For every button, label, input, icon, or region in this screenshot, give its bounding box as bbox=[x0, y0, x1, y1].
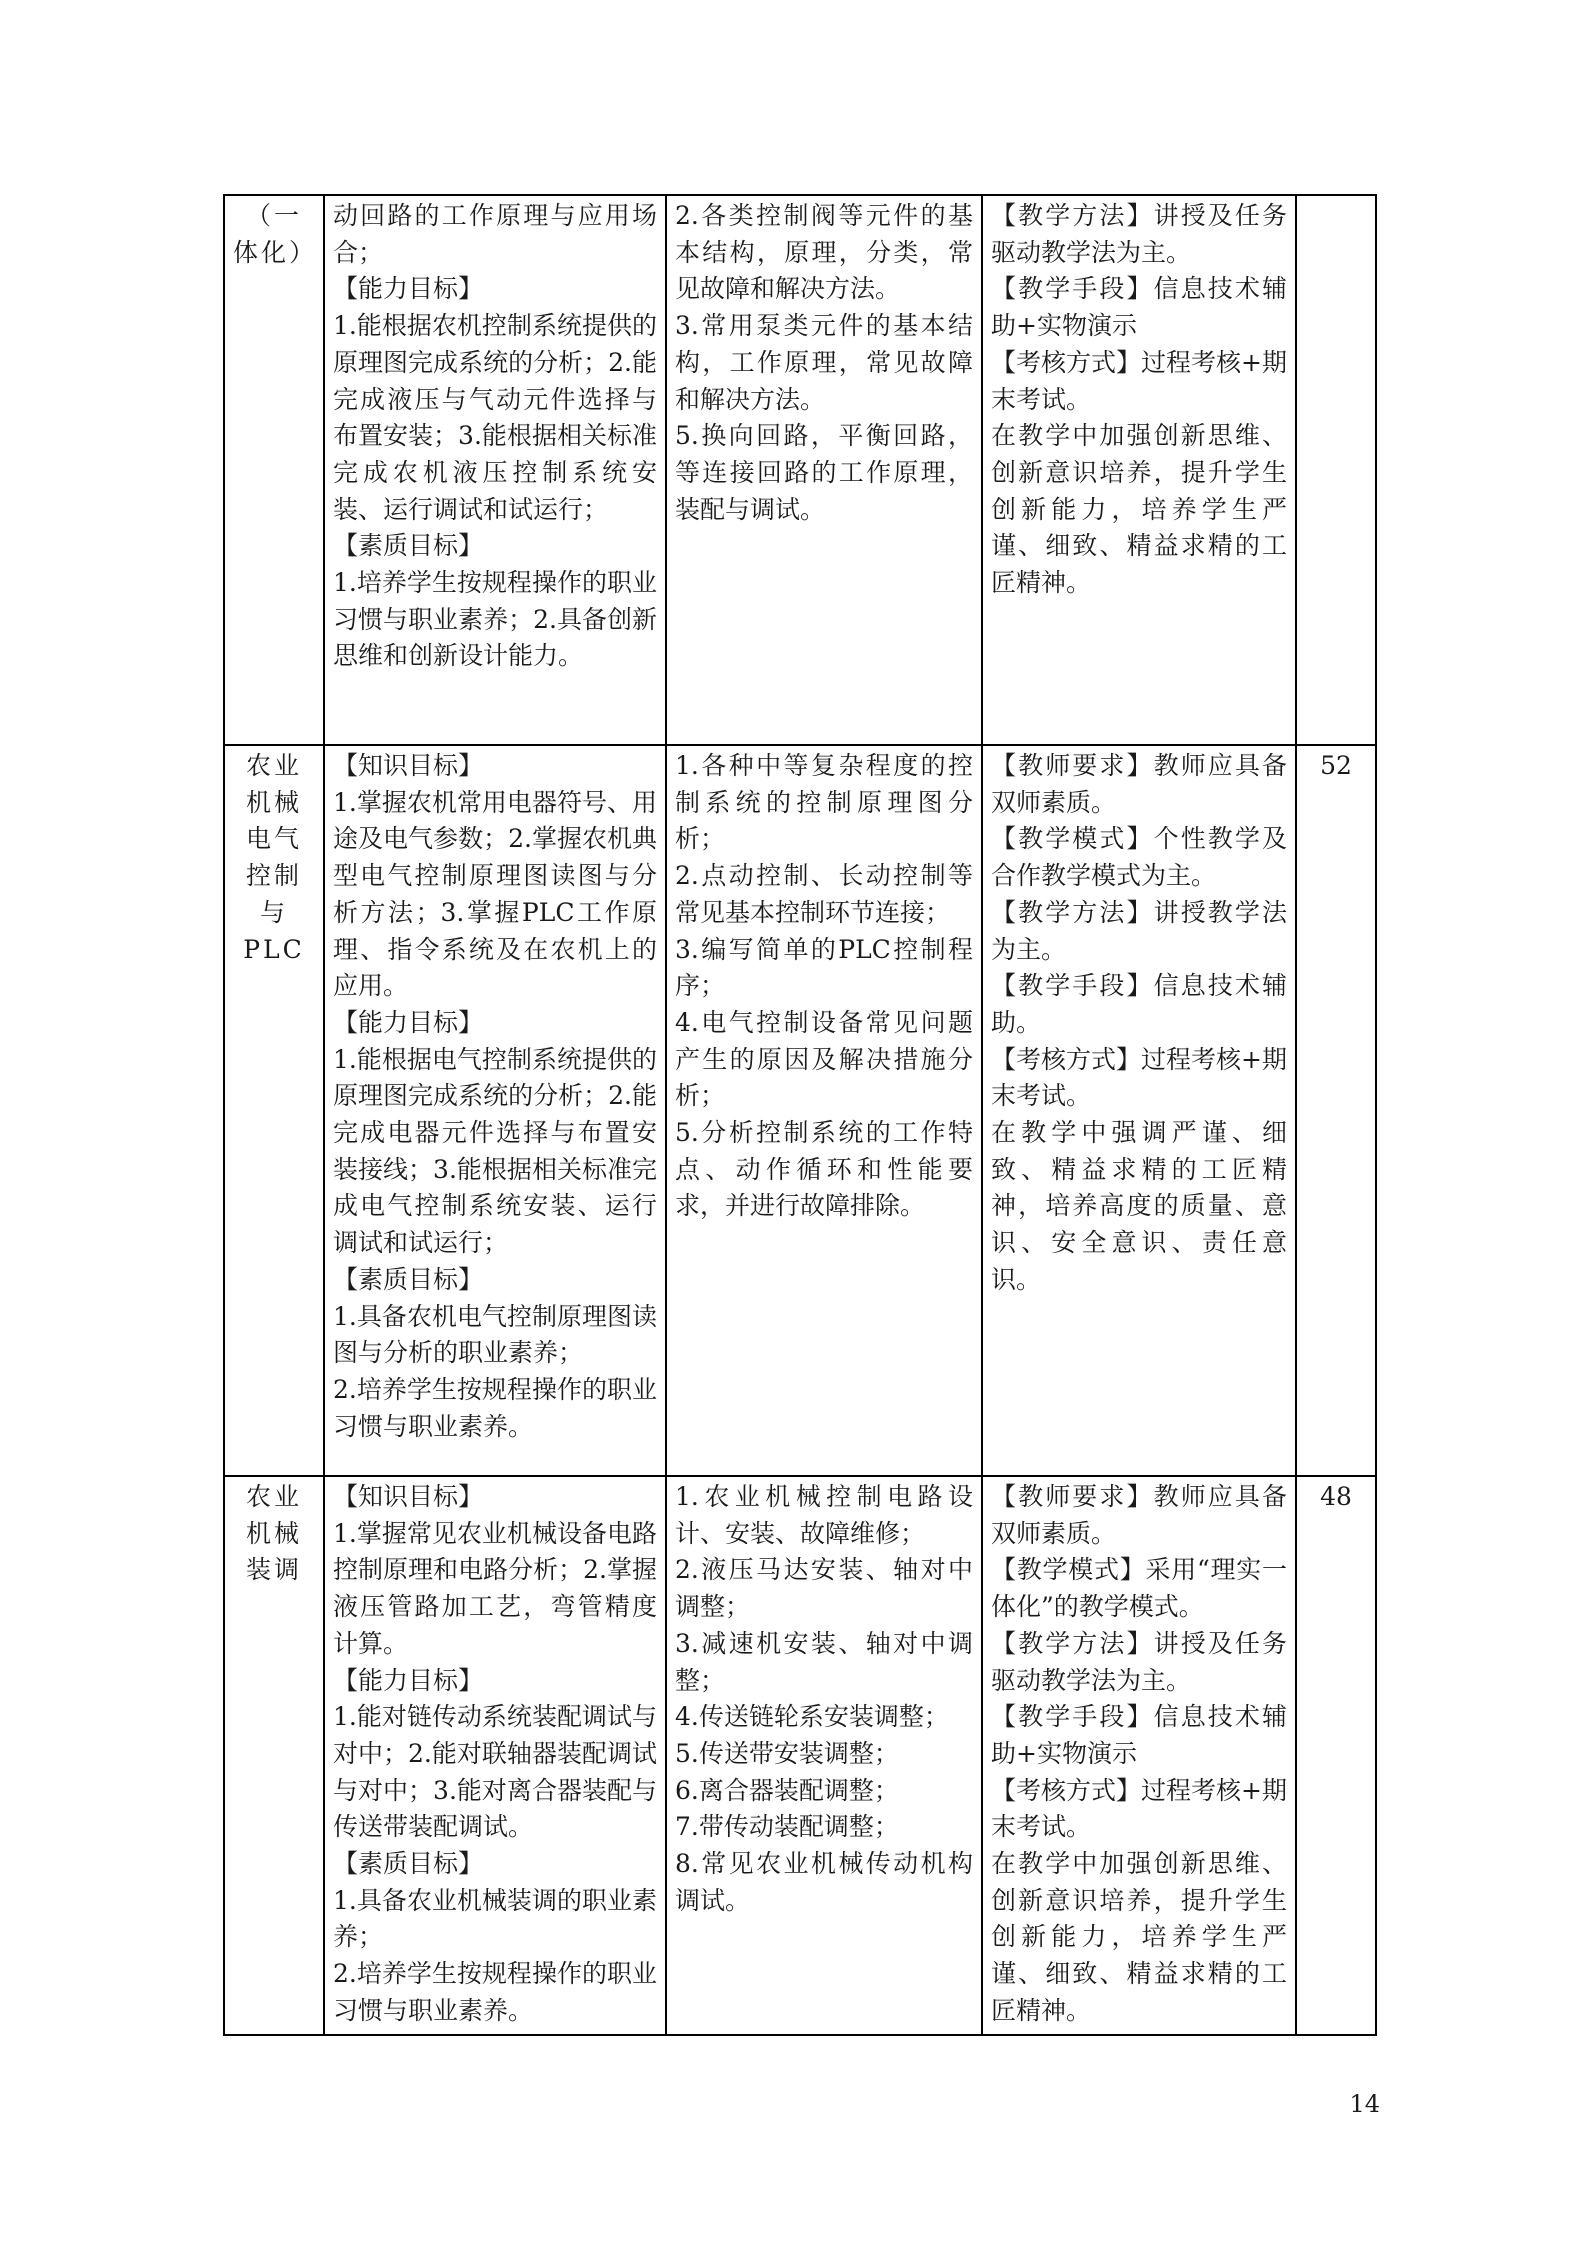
teaching-requirements: 【教学方法】讲授及任务驱动教学法为主。 【教学手段】信息技术辅助+实物演示 【考核方式】过程考核+期末考试。 在教学中加强创新思维、创新意识培养，提升学生创新能力，培养学生严谨、细致、精益求精的工匠精神。 bbox=[991, 201, 1287, 598]
table-row bbox=[224, 195, 1376, 745]
course-name-cell bbox=[224, 195, 324, 745]
content-cell bbox=[666, 1476, 982, 2035]
requirements-cell bbox=[982, 195, 1296, 745]
requirements-cell bbox=[982, 745, 1296, 1476]
table-row bbox=[224, 745, 1376, 1476]
hours-cell bbox=[1296, 1476, 1376, 2035]
course-name: 农业机械电气控制与PLC bbox=[243, 751, 305, 964]
page-number: 14 bbox=[1349, 2090, 1380, 2118]
course-name-cell bbox=[224, 1476, 324, 2035]
course-table bbox=[223, 194, 1377, 2036]
course-name: 农业机械装调 bbox=[245, 1482, 302, 1585]
course-objectives: 【知识目标】 1.掌握农机常用电器符号、用途及电气参数；2.掌握农机典型电气控制原理图读图与分析方法；3.掌握PLC工作原理、指令系统及在农机上的应用。 【能力目标】 1.能根据电气控制系统提供的原理图完成系统的分析；2.能完成电器元件选择与布置安装接线；3.能根据相关标准完成电气控制系统安装、运行调试和试运行； 【素质目标】 1.具备农机电气控制原理图读图与分析的职业素养； 2.培养学生按规程操作的职业习惯与职业素养。 bbox=[333, 751, 657, 1441]
content-cell bbox=[666, 195, 982, 745]
hours-cell bbox=[1296, 195, 1376, 745]
teaching-requirements: 【教师要求】教师应具备双师素质。 【教学模式】采用“理实一体化”的教学模式。 【教学方法】讲授及任务驱动教学法为主。 【教学手段】信息技术辅助+实物演示 【考核方式】过程考核+期末考试。 在教学中加强创新思维、创新意识培养，提升学生创新能力，培养学生严谨、细致、精益求精的工匠精神。 bbox=[991, 1482, 1287, 2025]
requirements-cell bbox=[982, 1476, 1296, 2035]
objectives-cell bbox=[324, 1476, 666, 2035]
table-row bbox=[224, 1476, 1376, 2035]
course-hours: 52 bbox=[1320, 751, 1352, 780]
content-cell bbox=[666, 745, 982, 1476]
objectives-cell bbox=[324, 195, 666, 745]
hours-cell bbox=[1296, 745, 1376, 1476]
course-content: 1.农业机械控制电路设计、安装、故障维修； 2.液压马达安装、轴对中调整； 3.减速机安装、轴对中调整； 4.传送链轮系安装调整； 5.传送带安装调整； 6.离合器装配调整； 7.带传动装配调整； 8.常见农业机械传动机构调试。 bbox=[675, 1482, 973, 1915]
teaching-requirements: 【教师要求】教师应具备双师素质。 【教学模式】个性教学及合作教学模式为主。 【教学方法】讲授教学法为主。 【教学手段】信息技术辅助。 【考核方式】过程考核+期末考试。 在教学中强调严谨、细致、精益求精的工匠精神，培养高度的质量、意识、安全意识、责任意识。 bbox=[991, 751, 1287, 1294]
course-content: 2.各类控制阀等元件的基本结构，原理，分类，常见故障和解决方法。 3.常用泵类元件的基本结构，工作原理，常见故障和解决方法。 5.换向回路，平衡回路，等连接回路的工作原理，装配与调试。 bbox=[675, 201, 973, 524]
course-name: （一体化） bbox=[233, 201, 318, 267]
objectives-cell bbox=[324, 745, 666, 1476]
course-content: 1.各种中等复杂程度的控制系统的控制原理图分析； 2.点动控制、长动控制等常见基本控制环节连接； 3.编写简单的PLC控制程序； 4.电气控制设备常见问题产生的原因及解决措施分析； 5.分析控制系统的工作特点、动作循环和性能要求，并进行故障排除。 bbox=[675, 751, 973, 1221]
course-hours: 48 bbox=[1320, 1482, 1352, 1511]
course-objectives: 动回路的工作原理与应用场合； 【能力目标】 1.能根据农机控制系统提供的原理图完成系统的分析；2.能完成液压与气动元件选择与布置安装；3.能根据相关标准完成农机液压控制系统安装、运行调试和试运行； 【素质目标】 1.培养学生按规程操作的职业习惯与职业素养；2.具备创新思维和创新设计能力。 bbox=[333, 201, 657, 671]
course-objectives: 【知识目标】 1.掌握常见农业机械设备电路控制原理和电路分析；2.掌握液压管路加工艺，弯管精度计算。 【能力目标】 1.能对链传动系统装配调试与对中；2.能对联轴器装配调试与对中；3.能对离合器装配与传送带装配调试。 【素质目标】 1.具备农业机械装调的职业素养； 2.培养学生按规程操作的职业习惯与职业素养。 bbox=[333, 1482, 657, 2025]
course-name-cell bbox=[224, 745, 324, 1476]
